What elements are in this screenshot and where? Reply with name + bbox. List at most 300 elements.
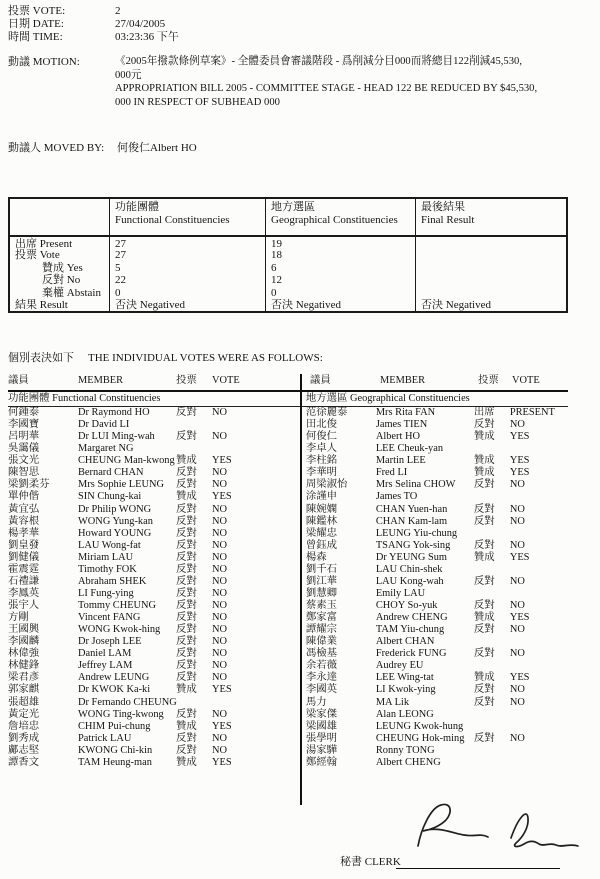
member-row: [306, 660, 568, 672]
member-name: 李國寶: [8, 419, 40, 431]
member-row: [8, 721, 296, 733]
member-row: [8, 757, 296, 769]
member-name: 涂謹申: [305, 491, 337, 503]
member-name: 單仲偕: [8, 491, 40, 503]
vote-col-header-zh: 投票: [478, 375, 499, 386]
results-cell-geographical: 12: [265, 274, 415, 286]
member-english-name: Miriam LAU: [78, 551, 134, 563]
member-name: 林健鋒: [8, 660, 40, 672]
member-name: 張學明: [305, 732, 337, 744]
member-vote-en: NO: [212, 636, 228, 648]
member-english-name: LEE Wing-tat: [375, 672, 434, 684]
member-name: 譚香文: [8, 756, 40, 768]
member-english-name: Abraham SHEK: [78, 575, 147, 587]
date-row: [8, 18, 568, 31]
moved-by-label: 動議人 MOVED BY:: [8, 142, 105, 154]
member-vote-zh: 反對: [176, 551, 197, 563]
member-name: 張超雄: [8, 696, 40, 708]
member-english-name: Bernard CHAN: [78, 467, 144, 479]
member-vote-en: NO: [212, 624, 228, 636]
member-vote-en: NO: [509, 624, 525, 636]
member-english-name: WONG Yung-kan: [78, 515, 153, 527]
member-name: 劉皇發: [8, 539, 40, 551]
intro-zh: 個別表決如下: [8, 352, 74, 364]
member-vote-zh: 反對: [176, 600, 197, 611]
member-row: [306, 431, 568, 443]
member-vote-en: YES: [212, 720, 232, 732]
member-name: 蔡素玉: [305, 600, 337, 611]
member-vote-zh: 反對: [473, 539, 495, 551]
member-vote-en: NO: [509, 684, 525, 696]
member-name: 楊森: [305, 551, 327, 563]
intro-en: THE INDIVIDUAL VOTES WERE AS FOLLOWS:: [88, 352, 323, 364]
member-row: [306, 467, 568, 479]
member-english-name: Martin LEE: [375, 455, 426, 467]
member-vote-zh: 贊成: [473, 431, 495, 443]
member-vote-zh: 反對: [176, 407, 197, 418]
member-vote-zh: 反對: [176, 503, 197, 515]
member-vote-zh: 贊成: [176, 491, 197, 503]
member-row: [306, 636, 568, 648]
member-name: 霍震霆: [8, 563, 40, 575]
results-cell-final: [415, 237, 566, 250]
member-vote-en: NO: [212, 515, 228, 527]
member-vote-zh: 反對: [176, 612, 197, 624]
member-name: 譚耀宗: [305, 624, 337, 636]
member-name: 范徐麗泰: [305, 407, 348, 418]
member-vote-zh: [474, 745, 510, 757]
member-vote-zh: 反對: [176, 672, 197, 684]
vote-number-row: [8, 5, 568, 18]
member-english-name: CHIM Pui-chung: [78, 720, 151, 732]
member-vote-zh: 反對: [176, 515, 197, 527]
member-col-header-zh: 議員: [310, 375, 331, 386]
results-header-functional: [109, 199, 265, 235]
results-row: [10, 262, 566, 274]
final-result-header-en: Final Result: [421, 214, 475, 226]
results-header-final: [415, 199, 566, 235]
member-english-name: Patrick LAU: [78, 732, 132, 744]
member-vote-zh: 反對: [176, 732, 197, 744]
member-english-name: KWONG Chi-kin: [78, 744, 153, 756]
member-vote-en: [510, 636, 568, 648]
member-vote-en: NO: [212, 575, 228, 587]
member-vote-en: NO: [212, 732, 228, 744]
member-name: 陳偉業: [305, 636, 337, 648]
member-vote-zh: 反對: [473, 696, 495, 708]
member-row: [8, 504, 296, 516]
member-english-name: Andrew CHENG: [375, 612, 448, 624]
results-row-label: 結果 Result: [15, 298, 68, 311]
member-name: 梁家傑: [305, 708, 337, 720]
member-row: [306, 612, 568, 624]
results-row: [10, 274, 566, 286]
member-vote-en: [510, 757, 568, 769]
member-name: 李卓人: [305, 443, 337, 455]
results-table-body: [10, 237, 566, 311]
member-vote-zh: [474, 709, 510, 721]
member-row: [306, 721, 568, 733]
clerk-signature: [408, 798, 588, 860]
member-vote-en: NO: [509, 732, 525, 744]
member-row: [306, 479, 568, 491]
member-vote-en: NO: [509, 419, 525, 431]
functional-header-en: Functional Constituencies: [115, 214, 230, 226]
member-vote-zh: 贊成: [473, 551, 495, 563]
member-row: [306, 443, 568, 455]
member-name: 陳婉嫻: [305, 503, 337, 515]
member-name: 劉江華: [305, 575, 337, 587]
member-name: 黃容根: [8, 515, 40, 527]
member-vote-en: YES: [509, 551, 530, 563]
vote-col-header-zh: 投票: [176, 375, 197, 386]
member-vote-en: NO: [212, 648, 228, 660]
member-english-name: Fred LI: [375, 467, 408, 479]
member-vote-zh: [474, 528, 510, 540]
member-vote-en: NO: [509, 600, 525, 611]
member-vote-zh: 贊成: [473, 467, 495, 479]
member-vote-zh: 反對: [176, 648, 197, 660]
member-vote-en: NO: [212, 551, 228, 563]
member-english-name: Jeffrey LAM: [78, 660, 133, 672]
member-name: 黃宜弘: [8, 503, 40, 515]
motion-line: 000元: [115, 69, 142, 81]
member-row: [306, 528, 568, 540]
member-row: [306, 624, 568, 636]
clerk-signature-line: [396, 868, 560, 869]
results-row: [10, 237, 566, 249]
member-english-name: Dr LUI Ming-wah: [78, 431, 155, 443]
member-english-name: Alan LEONG: [375, 708, 434, 720]
member-vote-en: NO: [212, 708, 228, 720]
member-vote-en: NO: [212, 600, 228, 611]
member-vote-en: NO: [509, 648, 525, 660]
results-cell-geographical: 19: [265, 237, 415, 250]
member-english-name: TSANG Yok-sing: [375, 539, 451, 551]
members-table-header: [8, 374, 568, 390]
results-cell-functional: 0: [109, 287, 265, 299]
member-vote-en: [510, 660, 568, 672]
member-vote-zh: 反對: [473, 600, 495, 611]
member-name: 詹培忠: [8, 720, 40, 732]
member-vote-zh: [474, 491, 510, 503]
member-row: [306, 733, 568, 745]
member-row: [306, 709, 568, 721]
date-label: 日期 DATE:: [8, 18, 64, 30]
member-name: 李國麟: [8, 636, 40, 648]
member-english-name: Dr YEUNG Sum: [375, 551, 448, 563]
member-vote-en: [510, 443, 568, 455]
member-name: 林偉強: [8, 648, 40, 660]
member-english-name: WONG Ting-kwong: [78, 708, 164, 720]
member-vote-zh: [474, 564, 510, 576]
member-vote-en: NO: [212, 672, 228, 684]
member-name: 陳鑑林: [305, 515, 337, 527]
member-vote-zh: 反對: [176, 575, 197, 587]
motion-label: 動議 MOTION:: [8, 56, 80, 68]
member-english-name: MA Lik: [375, 696, 410, 708]
member-english-name: Dr Joseph LEE: [78, 636, 142, 648]
results-header-blank: [10, 199, 109, 235]
vote-number-label: 投票 VOTE:: [8, 5, 66, 17]
member-vote-zh: 反對: [176, 539, 197, 551]
results-summary-table: [8, 197, 568, 313]
member-vote-zh: 反對: [473, 648, 495, 660]
member-row: [306, 407, 568, 419]
member-english-name: Dr Fernando CHEUNG: [78, 696, 177, 708]
member-english-name: LEUNG Yiu-chung: [375, 527, 458, 539]
member-vote-en: [510, 709, 568, 721]
member-row: [8, 479, 296, 491]
member-vote-zh: 贊成: [473, 612, 495, 624]
member-english-name: TAM Heung-man: [78, 756, 152, 768]
member-row: [306, 697, 568, 709]
member-vote-en: [510, 745, 568, 757]
member-vote-en: YES: [509, 672, 530, 684]
results-cell-geographical: 否決 Negatived: [265, 299, 415, 311]
member-columns: [8, 407, 568, 769]
member-name: 梁劉柔芬: [8, 479, 50, 491]
member-row: [306, 491, 568, 503]
time-row: [8, 31, 568, 44]
member-vote-en: NO: [509, 539, 525, 551]
member-row: [8, 564, 296, 576]
member-name: 呂明華: [8, 431, 40, 443]
results-row-label: 出席 Present: [15, 238, 73, 250]
member-vote-zh: 反對: [176, 563, 197, 575]
member-vote-en: [212, 419, 296, 431]
member-name: 劉慧卿: [305, 587, 337, 599]
results-row-label: 反對 No: [42, 274, 81, 287]
member-vote-zh: 反對: [473, 684, 495, 696]
member-vote-en: NO: [509, 575, 525, 587]
member-english-name: CHAN Yuen-han: [375, 503, 448, 515]
member-row: [306, 540, 568, 552]
geographical-header-zh: 地方選區: [271, 201, 315, 213]
member-vote-zh: [474, 660, 510, 672]
member-vote-en: NO: [212, 539, 228, 551]
moved-by-value: 何俊仁Albert HO: [117, 142, 197, 154]
member-english-name: Margaret NG: [78, 443, 134, 455]
member-vote-en: YES: [509, 431, 530, 443]
member-vote-zh: 贊成: [473, 455, 495, 467]
member-vote-en: NO: [509, 503, 525, 515]
member-vote-zh: [474, 443, 510, 455]
results-cell-functional: 27: [109, 249, 265, 261]
member-name: 劉秀成: [8, 732, 40, 744]
results-row-label: 贊成 Yes: [42, 261, 83, 274]
results-cell-functional: 22: [109, 274, 265, 286]
member-row: [8, 636, 296, 648]
member-vote-zh: 反對: [473, 624, 495, 636]
member-english-name: Emily LAU: [375, 587, 426, 599]
member-vote-en: PRESENT: [509, 407, 555, 418]
member-vote-en: YES: [212, 684, 232, 696]
time-label: 時間 TIME:: [8, 31, 63, 43]
member-row: [306, 552, 568, 564]
member-row: [306, 600, 568, 612]
member-row: [306, 648, 568, 660]
member-vote-zh: 贊成: [176, 756, 197, 768]
member-vote-zh: 反對: [473, 419, 495, 431]
member-row: [8, 709, 296, 721]
member-english-name: Ronny TONG: [375, 744, 435, 756]
member-name: 郭家麒: [8, 684, 40, 696]
time-value: 03:23:36 下午: [115, 31, 179, 43]
member-row: [8, 528, 296, 540]
member-vote-en: NO: [212, 467, 228, 479]
member-col-header-zh: 議員: [8, 375, 29, 386]
member-row: [306, 419, 568, 431]
member-english-name: LI Fung-ying: [78, 587, 134, 599]
final-result-header-zh: 最後結果: [421, 201, 465, 213]
vote-col-header-en: VOTE: [512, 375, 540, 386]
member-vote-en: [212, 443, 296, 455]
member-row: [8, 588, 296, 600]
member-name: 吳靄儀: [8, 443, 40, 455]
results-cell-functional: 5: [109, 262, 265, 274]
member-vote-zh: 反對: [176, 587, 197, 599]
member-name: 周梁淑怡: [305, 479, 348, 491]
member-name: 鄺志堅: [8, 744, 40, 756]
member-english-name: Dr Philip WONG: [78, 503, 152, 515]
functional-members-list: [8, 407, 296, 769]
member-name: 鄭經翰: [305, 756, 337, 768]
member-vote-en: NO: [212, 587, 228, 599]
results-cell-final: [415, 274, 566, 286]
member-vote-en: [510, 588, 568, 600]
member-row: [8, 672, 296, 684]
results-cell-functional: 否決 Negatived: [109, 299, 265, 311]
member-row: [306, 564, 568, 576]
members-vote-table: [8, 374, 568, 769]
member-vote-en: NO: [212, 744, 228, 756]
member-english-name: LEUNG Kwok-hung: [375, 720, 464, 732]
member-row: [306, 504, 568, 516]
motion-line: 000 IN RESPECT OF SUBHEAD 000: [115, 96, 280, 108]
member-name: 梁國雄: [305, 720, 337, 732]
individual-votes-intro: [8, 352, 568, 366]
member-vote-en: NO: [509, 479, 525, 491]
results-row: [10, 287, 566, 299]
member-name: 李鳳英: [8, 587, 40, 599]
member-row: [8, 516, 296, 528]
member-name: 何鍾泰: [8, 407, 40, 418]
member-row: [8, 552, 296, 564]
member-english-name: Timothy FOK: [78, 563, 137, 575]
member-english-name: Albert CHENG: [375, 756, 441, 768]
member-name: 湯家驊: [305, 744, 337, 756]
member-row: [8, 407, 296, 419]
member-row: [306, 576, 568, 588]
member-vote-zh: [176, 443, 212, 455]
member-vote-en: YES: [212, 455, 232, 467]
results-cell-final: 否決 Negatived: [415, 299, 566, 311]
column-divider: [300, 374, 302, 805]
results-cell-functional: 27: [109, 237, 265, 250]
member-vote-en: YES: [509, 612, 530, 624]
member-name: 李永達: [305, 672, 337, 684]
member-vote-zh: 反對: [473, 575, 495, 587]
member-vote-zh: [176, 419, 212, 431]
member-vote-en: NO: [212, 563, 228, 575]
results-row-label: 投票 Vote: [15, 249, 60, 262]
member-vote-en: YES: [509, 467, 530, 479]
member-name: 李柱銘: [305, 455, 337, 467]
geographical-members-list: [296, 407, 568, 769]
member-english-name: Mrs Rita FAN: [375, 407, 436, 418]
results-cell-geographical: 0: [265, 287, 415, 299]
member-vote-zh: 反對: [176, 431, 197, 443]
member-english-name: Tommy CHEUNG: [78, 600, 157, 611]
motion-line: APPROPRIATION BILL 2005 - COMMITTEE STAGE - HEAD 122 BE REDUCED BY $45,530,: [115, 83, 538, 95]
results-cell-final: [415, 262, 566, 274]
results-cell-geographical: 18: [265, 249, 415, 261]
results-row: [10, 299, 566, 311]
member-english-name: Dr KWOK Ka-ki: [78, 684, 151, 696]
member-vote-zh: [474, 636, 510, 648]
member-vote-en: NO: [212, 612, 228, 624]
member-vote-zh: [474, 721, 510, 733]
motion-line: 《2005年撥款條例草案》- 全體委員會審議階段 - 爲削減分目000而將總目122削減45,530,: [115, 56, 522, 67]
member-vote-en: [510, 528, 568, 540]
member-vote-zh: 贊成: [176, 684, 197, 696]
vote-number-value: 2: [115, 5, 121, 17]
member-vote-en: NO: [212, 479, 228, 491]
member-english-name: Mrs Selina CHOW: [375, 479, 456, 491]
member-name: 李華明: [305, 467, 337, 479]
member-row: [8, 612, 296, 624]
member-name: 梁君彥: [8, 672, 40, 684]
member-name: 李國英: [305, 684, 337, 696]
member-name: 馮檢基: [305, 648, 337, 660]
member-vote-en: NO: [212, 660, 228, 672]
member-row: [8, 660, 296, 672]
member-row: [306, 757, 568, 769]
member-english-name: WONG Kwok-hing: [78, 624, 161, 636]
member-row: [8, 697, 296, 709]
member-english-name: Dr David LI: [78, 419, 130, 431]
member-name: 張宇人: [8, 600, 40, 611]
member-row: [8, 467, 296, 479]
member-row: [8, 491, 296, 503]
member-english-name: SIN Chung-kai: [78, 491, 142, 503]
member-name: 陳智思: [8, 467, 40, 479]
member-row: [306, 684, 568, 696]
member-name: 鄭家富: [305, 612, 337, 624]
member-row: [8, 455, 296, 467]
member-vote-zh: [474, 588, 510, 600]
member-english-name: Audrey EU: [375, 660, 424, 672]
member-row: [8, 684, 296, 696]
member-name: 張文光: [8, 455, 40, 467]
functional-section-title: 功能團體 Functional Constituencies: [8, 393, 161, 404]
member-english-name: CHEUNG Hok-ming: [375, 732, 465, 744]
member-name: 曾鈺成: [305, 539, 337, 551]
member-vote-en: [510, 721, 568, 733]
member-english-name: CHAN Kam-lam: [375, 515, 448, 527]
member-english-name: Mrs Sophie LEUNG: [78, 479, 165, 491]
member-vote-en: NO: [212, 407, 228, 418]
results-row: [10, 249, 566, 261]
member-row: [306, 516, 568, 528]
member-vote-en: YES: [212, 491, 232, 503]
member-vote-en: YES: [509, 455, 530, 467]
member-vote-zh: 反對: [176, 744, 197, 756]
member-english-name: CHEUNG Man-kwong: [78, 455, 175, 467]
member-row: [8, 419, 296, 431]
member-col-header-en: MEMBER: [78, 375, 124, 386]
